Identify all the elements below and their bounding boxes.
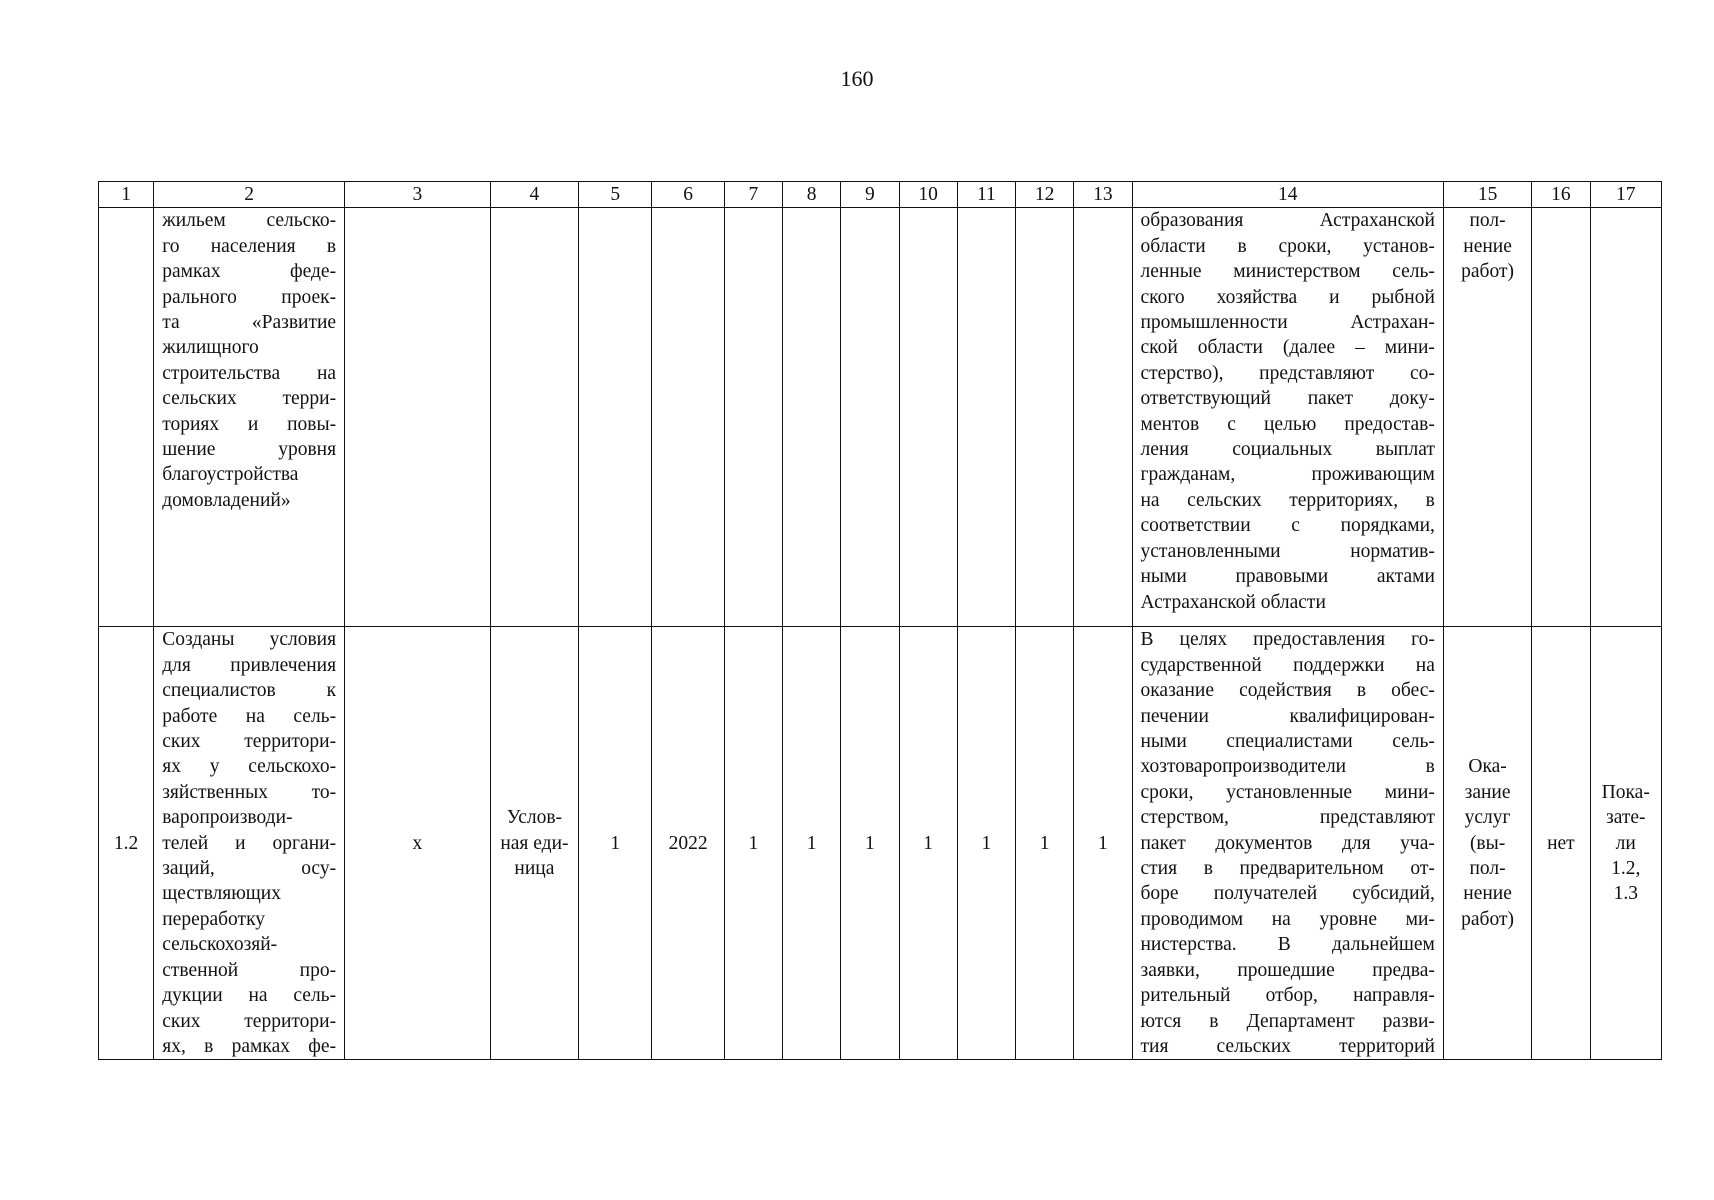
text-line: дукции на сель- <box>162 985 337 1007</box>
table-cell: 1 <box>899 627 957 1060</box>
text-line: тия сельских территорий <box>1140 1035 1435 1057</box>
table-row <box>99 208 1662 627</box>
text-line: шение уровня <box>162 439 337 461</box>
header-cell: 2 <box>154 182 345 208</box>
text-line: 1.3 <box>1613 883 1638 905</box>
text-line: на сельских территориях, в <box>1140 489 1435 511</box>
text-line: ского хозяйства и рыбной <box>1140 286 1435 308</box>
text-line: ских территори- <box>162 1010 337 1032</box>
table-cell: 1 <box>1016 627 1074 1060</box>
text-line: образования Астраханской <box>1140 210 1435 232</box>
text-line: 1.2, <box>1611 858 1641 880</box>
text-line: Астраханской области <box>1140 591 1326 613</box>
text-line: варопроизводи- <box>162 807 293 829</box>
text-line: го населения в <box>162 235 337 257</box>
table-cell: нет <box>1532 627 1590 1060</box>
page-number: 160 <box>840 66 874 91</box>
header-cell: 15 <box>1443 182 1531 208</box>
text-line: ются в Департамент разви- <box>1140 1010 1435 1032</box>
unit-text <box>499 805 570 881</box>
text-line: сельских терри- <box>162 388 337 410</box>
text-line: нение <box>1463 883 1512 905</box>
table-cell <box>1532 208 1590 627</box>
text-line: ления социальных выплат <box>1140 439 1435 461</box>
text-line: соответствии с порядками, <box>1140 515 1435 537</box>
text-line: промышленности Астрахан- <box>1140 312 1435 334</box>
table-cell-year: 2022 <box>652 627 724 1060</box>
text-line: ными специалистами сель- <box>1140 731 1435 753</box>
header-cell: 4 <box>490 182 578 208</box>
header-cell: 3 <box>345 182 491 208</box>
text-line: ли <box>1615 832 1636 854</box>
text-line: стия в предварительном от- <box>1140 858 1435 880</box>
header-cell: 7 <box>724 182 782 208</box>
text-line: специалистов к <box>162 680 337 702</box>
type-text <box>1452 208 1523 284</box>
goal-text <box>162 627 336 1059</box>
text-line: ными правовыми актами <box>1140 566 1435 588</box>
table-cell <box>841 208 899 627</box>
header-cell: 16 <box>1532 182 1590 208</box>
table-cell-description <box>1132 208 1443 627</box>
table-cell <box>899 208 957 627</box>
text-line: сельскохозяй- <box>162 934 278 956</box>
text-line: ях у сельскохо- <box>162 756 337 778</box>
table-cell: 1 <box>724 627 782 1060</box>
table-cell-goal-text <box>154 627 345 1060</box>
text-line: ная еди- <box>500 832 569 854</box>
text-line: жильем сельско- <box>162 210 337 232</box>
row-number: 1.2 <box>99 627 154 1060</box>
table-cell <box>490 208 578 627</box>
text-line: Созданы условия <box>162 629 337 651</box>
header-cell: 12 <box>1016 182 1074 208</box>
table-cell: 1 <box>579 627 652 1060</box>
text-line: заявки, прошедшие предва- <box>1140 959 1435 981</box>
text-line: стерством, представляют <box>1140 807 1435 829</box>
header-cell: 9 <box>841 182 899 208</box>
text-line: сроки, установленные мини- <box>1140 781 1435 803</box>
text-line: В целях предоставления го- <box>1140 629 1435 651</box>
table-cell-indicators <box>1590 627 1661 1060</box>
text-line: проводимом на уровне ми- <box>1140 908 1435 930</box>
header-cell: 11 <box>957 182 1015 208</box>
table-cell <box>345 208 491 627</box>
table-cell-goal-text <box>154 208 345 627</box>
table-cell: 1 <box>957 627 1015 1060</box>
text-line: благоустройства <box>162 464 299 486</box>
text-line: домовладений» <box>162 489 291 511</box>
text-line: зате- <box>1606 807 1646 829</box>
table-cell-type <box>1443 208 1531 627</box>
header-cell: 13 <box>1074 182 1132 208</box>
table-cell <box>1590 208 1661 627</box>
text-line: оказание содействия в обес- <box>1140 680 1435 702</box>
header-cell: 14 <box>1132 182 1443 208</box>
text-line: гражданам, проживающим <box>1140 464 1435 486</box>
text-line: сударственной поддержки на <box>1140 654 1435 676</box>
header-cell: 8 <box>783 182 841 208</box>
table-cell <box>99 208 154 627</box>
text-line: нение <box>1463 235 1512 257</box>
text-line: ментов с целью предостав- <box>1140 413 1435 435</box>
table-cell <box>579 208 652 627</box>
text-line: ленные министерством сель- <box>1140 261 1435 283</box>
text-line: пол- <box>1469 210 1506 232</box>
text-line: ществляющих <box>162 883 281 905</box>
table-cell-type <box>1443 627 1531 1060</box>
header-cell: 10 <box>899 182 957 208</box>
text-line: пакет документов для уча- <box>1140 832 1435 854</box>
indicators-text <box>1599 780 1653 907</box>
text-line: рального проек- <box>162 286 337 308</box>
text-line: области в сроки, установ- <box>1140 235 1435 257</box>
table-cell: 1 <box>783 627 841 1060</box>
type-text <box>1452 754 1523 932</box>
table-row <box>99 627 1662 1060</box>
text-line: боре получателей субсидий, <box>1140 883 1435 905</box>
text-line: зяйственных то- <box>162 781 337 803</box>
text-line: работе на сель- <box>162 705 337 727</box>
text-line: ях, в рамках фе- <box>162 1035 337 1057</box>
table-cell: х <box>345 627 491 1060</box>
table-cell <box>1016 208 1074 627</box>
goal-text <box>162 208 336 513</box>
table-cell <box>652 208 724 627</box>
text-line: жилищного <box>162 337 259 359</box>
text-line: ских территори- <box>162 731 337 753</box>
description-text <box>1141 627 1435 1059</box>
text-line: пол- <box>1469 858 1506 880</box>
text-line: ответствующий пакет доку- <box>1140 388 1435 410</box>
text-line: ница <box>514 858 555 880</box>
table-cell <box>1074 208 1132 627</box>
header-cell: 5 <box>579 182 652 208</box>
text-line: установленными норматив- <box>1140 540 1435 562</box>
text-line: (вы- <box>1469 832 1506 854</box>
text-line: ской области (далее – мини- <box>1140 337 1435 359</box>
text-line: хозтоваропроизводители в <box>1140 756 1435 778</box>
text-line: для привлечения <box>162 654 337 676</box>
table-cell-description <box>1132 627 1443 1060</box>
text-line: ториях и повы- <box>162 413 337 435</box>
table-cell: 1 <box>1074 627 1132 1060</box>
table-cell <box>783 208 841 627</box>
data-table <box>98 181 1662 1060</box>
text-line: рительный отбор, направля- <box>1140 985 1435 1007</box>
header-cell: 17 <box>1590 182 1661 208</box>
text-line: та «Развитие <box>162 312 337 334</box>
text-line: ственной про- <box>162 959 337 981</box>
text-line: рамках феде- <box>162 261 337 283</box>
table-cell: 1 <box>841 627 899 1060</box>
text-line: строительства на <box>162 362 337 384</box>
table-cell-unit <box>490 627 578 1060</box>
text-line: печении квалифицирован- <box>1140 705 1435 727</box>
text-line: нистерства. В дальнейшем <box>1140 934 1435 956</box>
text-line: заций, осу- <box>162 858 337 880</box>
text-line: Услов- <box>506 807 563 829</box>
text-line: работ) <box>1461 908 1514 930</box>
header-cell: 6 <box>652 182 724 208</box>
text-line: телей и органи- <box>162 832 337 854</box>
text-line: стерство), представляют со- <box>1140 362 1435 384</box>
table-cell <box>957 208 1015 627</box>
text-line: переработку <box>162 908 266 930</box>
text-line: Пока- <box>1601 781 1650 803</box>
header-row <box>99 182 1662 208</box>
text-line: работ) <box>1461 261 1514 283</box>
table-cell <box>724 208 782 627</box>
text-line: Ока- <box>1468 756 1507 778</box>
description-text <box>1141 208 1435 615</box>
text-line: зание <box>1464 781 1511 803</box>
text-line: услуг <box>1464 807 1511 829</box>
header-cell: 1 <box>99 182 154 208</box>
